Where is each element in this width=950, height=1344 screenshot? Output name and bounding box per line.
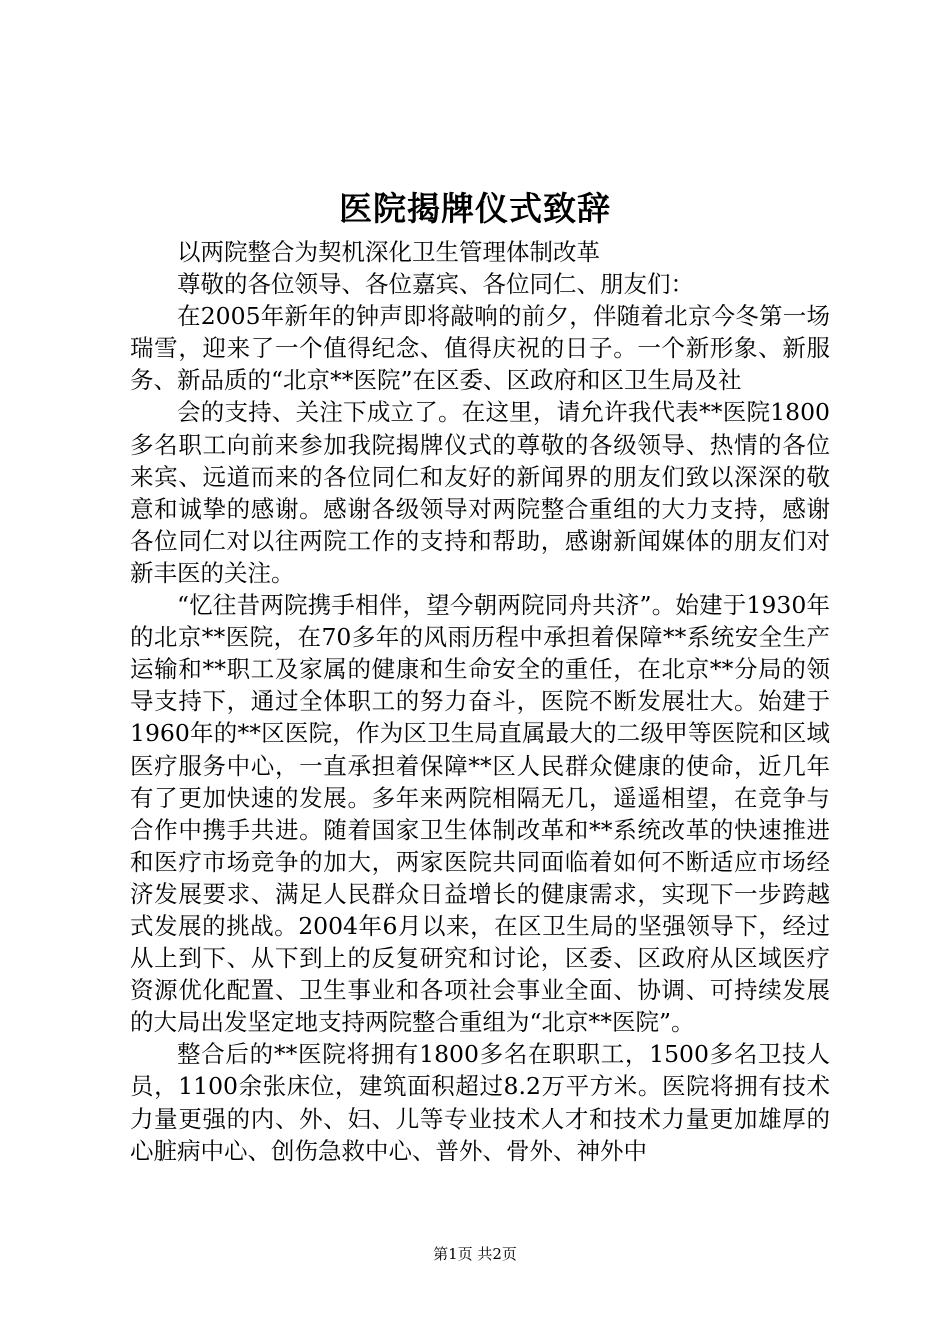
body-paragraph: 会的支持、关注下成立了。在这里，请允许我代表**医院1800多名职工向前来参加我院揭牌仪式的尊敬的各级领导、热情的各位来宾、远道而来的各位同仁和友好的新闻界的朋友们致以深深的敬意和诚挚的感谢。感谢各级领导对两院整合重组的大力支持，感谢各位同仁对以往两院工作的支持和帮助，感谢新闻媒体的朋友们对新丰医的关注。 <box>130 398 830 587</box>
body-paragraph: 在2005年新年的钟声即将敲响的前夕，伴随着北京今冬第一场瑞雪，迎来了一个值得纪念、值得庆祝的日子。一个新形象、新服务、新品质的“北京**医院”在区委、区政府和区卫生局及社 <box>130 302 830 395</box>
body-paragraph: “忆往昔两院携手相伴，望今朝两院同舟共济”。始建于1930年的北京**医院，在70多年的风雨历程中承担着保障**系统安全生产运输和**职工及家属的健康和生命安全的重任，在北京**分局的领导支持下，通过全体职工的努力奋斗，医院不断发展壮大。始建于1960年的**区医院，作为区卫生局直属最大的二级甲等医院和区域医疗服务中心，一直承担着保障**区人民群众健康的使命，近几年有了更加快速的发展。多年来两院相隔无几，遥遥相望，在竞争与合作中携手共进。随着国家卫生体制改革和**系统改革的快速推进和医疗市场竞争的加大，两家医院共同面临着如何不断适应市场经济发展要求、满足人民群众日益增长的健康需求，实现下一步跨越式发展的挑战。2004年6月以来，在区卫生局的坚强领导下，经过从上到下、从下到上的反复研究和讨论，区委、区政府从区域医疗资源优化配置、卫生事业和各项社会事业全面、协调、可持续发展的大局出发坚定地支持两院整合重组为“北京**医院”。 <box>130 591 830 1037</box>
body-paragraph: 整合后的**医院将拥有1800多名在职职工，1500多名卫技人员，1100余张床位，建筑面积超过8.2万平方米。医院将拥有技术力量更强的内、外、妇、儿等专业技术人才和技术力量更加雄厚的心脏病中心、创伤急救中心、普外、骨外、神外中 <box>130 1040 830 1165</box>
document-body <box>130 236 830 1167</box>
page-number-footer: 第1页 共2页 <box>433 1245 517 1263</box>
salutation-paragraph: 尊敬的各位领导、各位嘉宾、各位同仁、朋友们： <box>177 270 694 299</box>
subtitle-paragraph: 以两院整合为契机深化卫生管理体制改革 <box>177 238 600 266</box>
document-title: 医院揭牌仪式致辞 <box>339 189 611 228</box>
